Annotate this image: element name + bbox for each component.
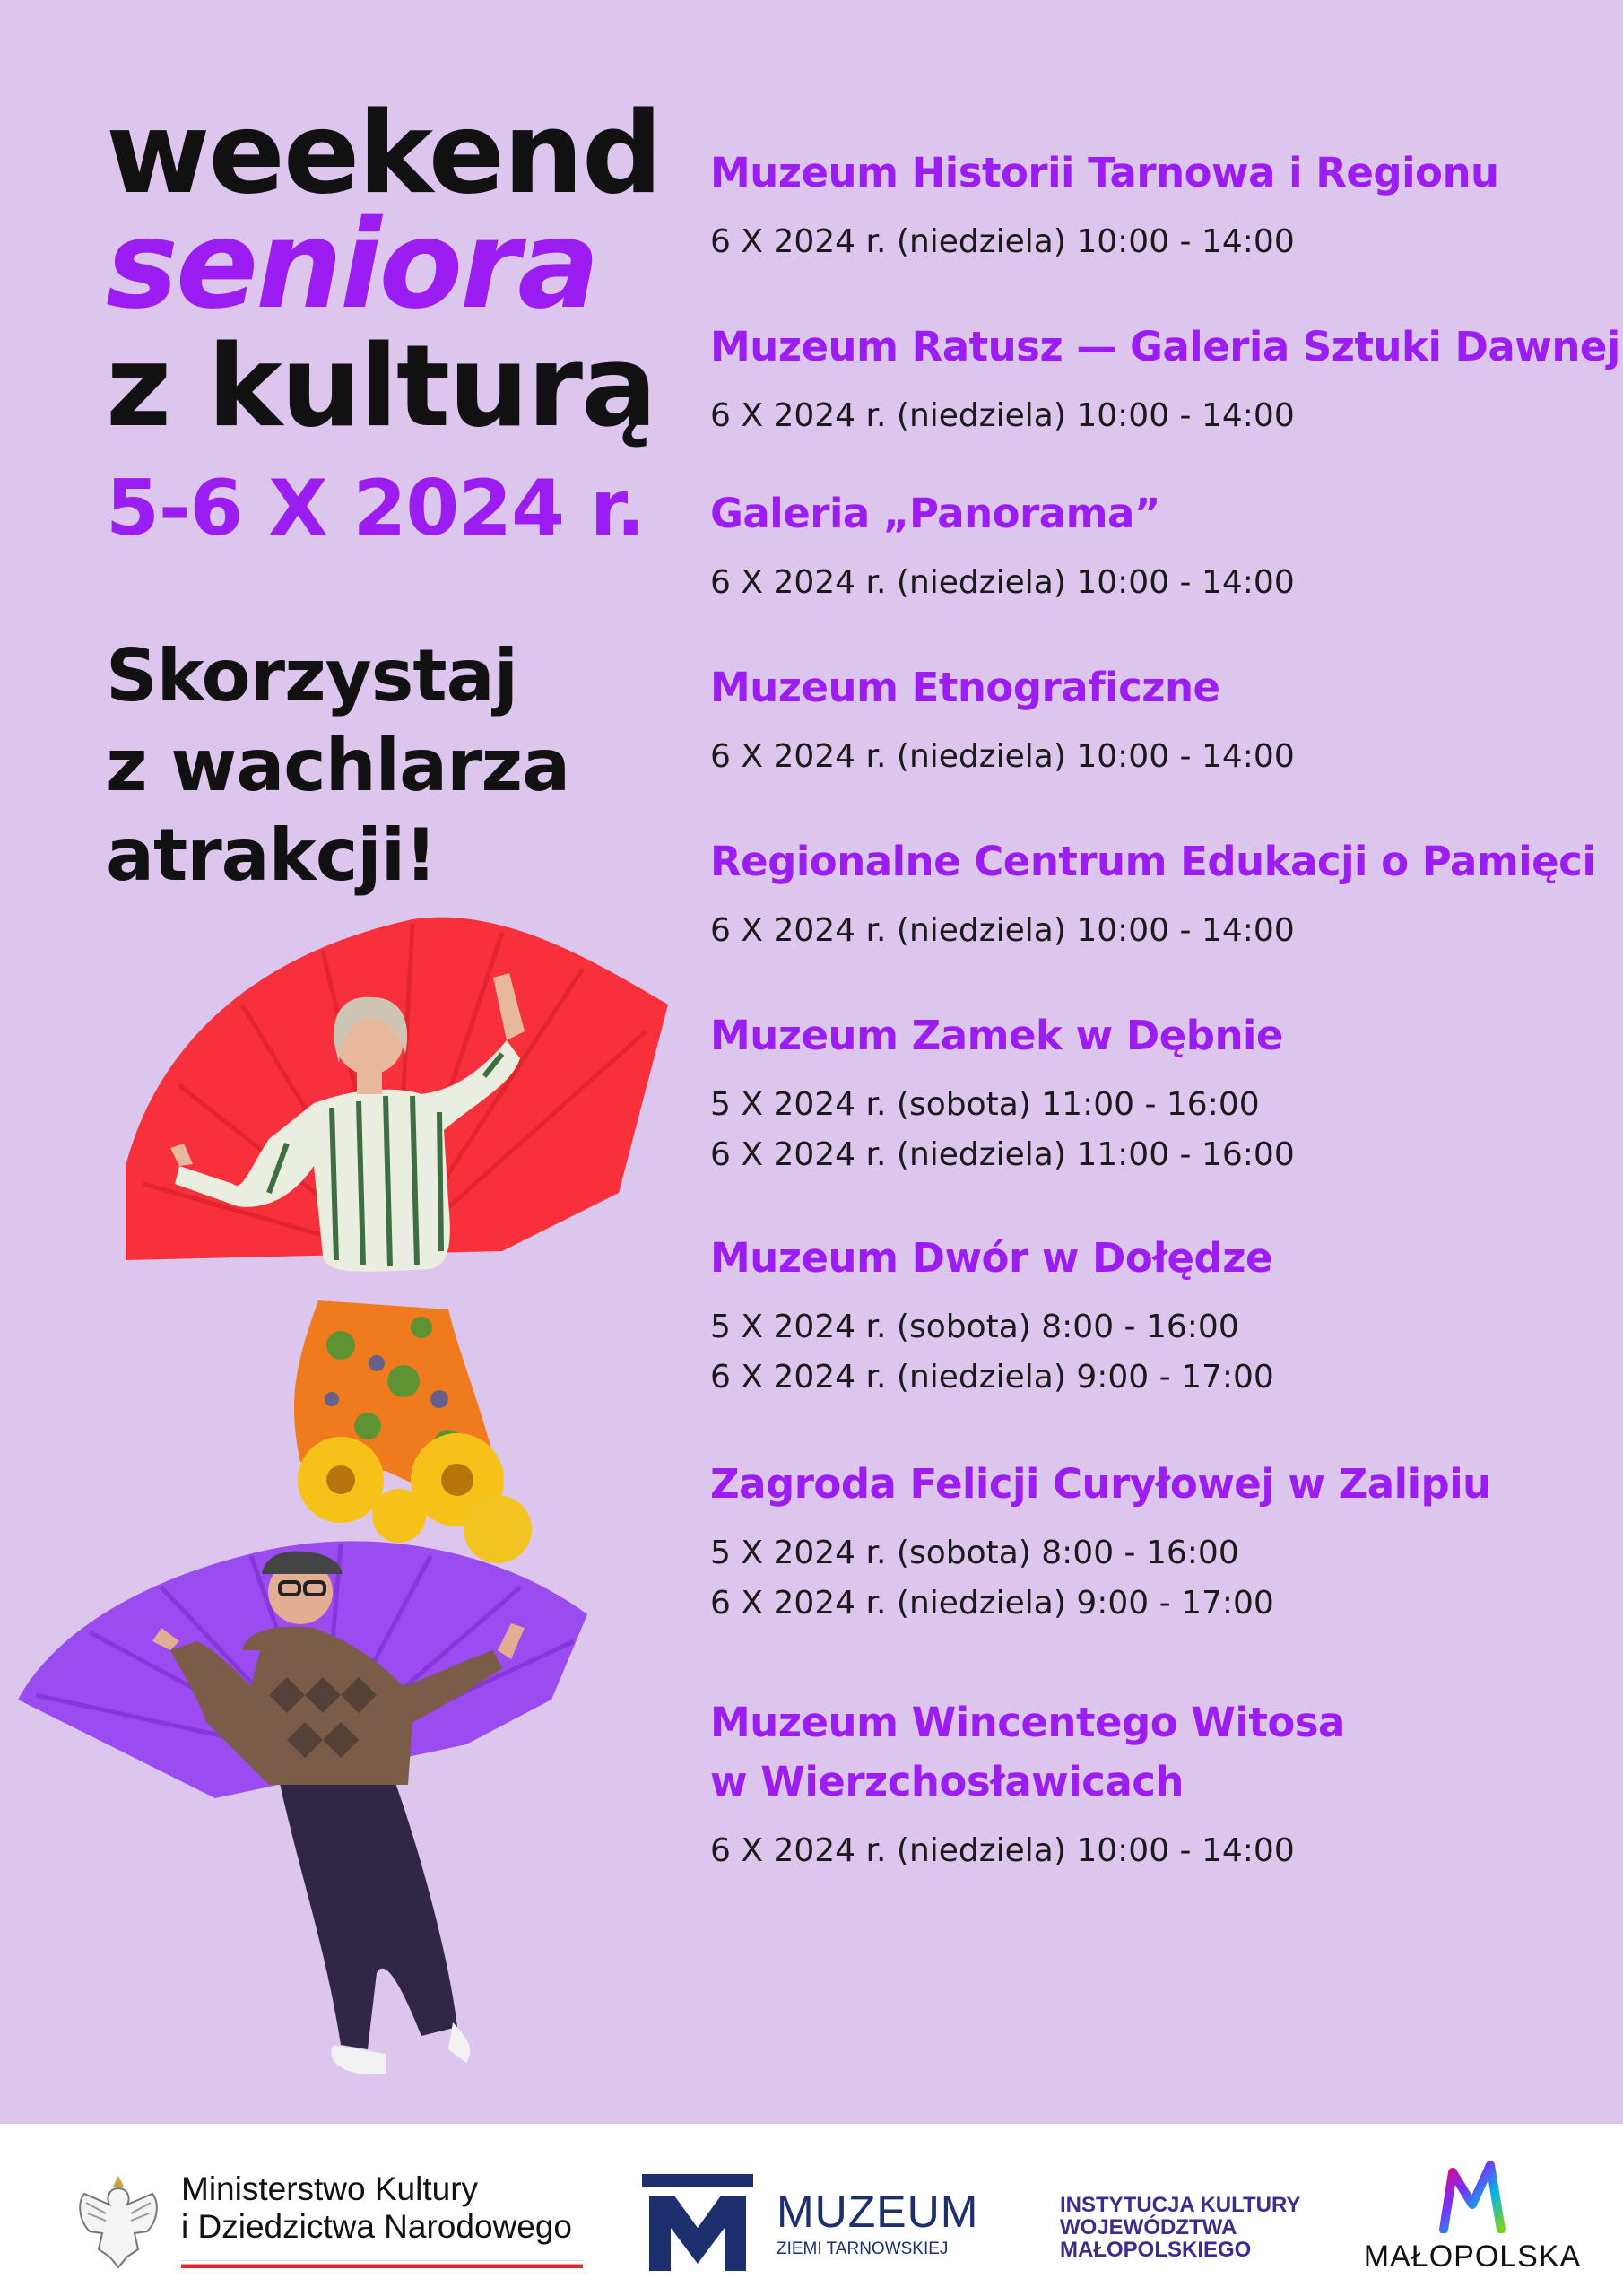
venue-hours <box>710 906 1607 956</box>
venue-hours <box>710 391 1607 441</box>
event-date: 5-6 X 2024 r. <box>106 464 645 553</box>
venue-name: Muzeum Etnograficzne <box>710 664 1220 711</box>
headline-seniora: seniora <box>106 195 597 336</box>
venue-item <box>710 658 1607 782</box>
venue-item <box>710 1455 1607 1629</box>
venue-item <box>710 144 1607 267</box>
flag-stripe <box>181 2260 583 2268</box>
headline-z-kultura: z kulturą <box>106 320 655 452</box>
headline-weekend: weekend <box>106 87 662 219</box>
venue-item <box>710 317 1620 441</box>
museum-title: MUZEUM <box>777 2187 979 2237</box>
malopolska-logo-text: MAŁOPOLSKA <box>1363 2239 1582 2274</box>
venue-name: Muzeum Zamek w Dębnie <box>710 1012 1283 1059</box>
ministry-name-line: Ministerstwo Kultury <box>181 2170 479 2207</box>
venue-name: Muzeum Ratusz — Galeria Sztuki Dawnej <box>710 323 1620 370</box>
venue-hours <box>710 217 1607 267</box>
opening-hours: 6 X 2024 r. (niedziela) 10:00 - 14:00 <box>710 912 1295 949</box>
venue-item <box>710 1693 1607 1876</box>
venue-hours <box>710 732 1607 782</box>
tagline-line: atrakcji! <box>106 813 437 897</box>
malopolska-logo-icon <box>1438 2160 1506 2233</box>
institution-logo-text <box>1060 2194 1300 2261</box>
opening-hours: 6 X 2024 r. (niedziela) 9:00 - 17:00 <box>710 1585 1274 1622</box>
opening-hours: 5 X 2024 r. (sobota) 11:00 - 16:00 <box>710 1086 1260 1123</box>
ministry-logo-text <box>181 2170 572 2246</box>
opening-hours: 5 X 2024 r. (sobota) 8:00 - 16:00 <box>710 1309 1239 1345</box>
tagline-line: z wachlarza <box>106 724 570 807</box>
museum-subtitle: ZIEMI TARNOWSKIEJ <box>777 2239 949 2258</box>
opening-hours: 6 X 2024 r. (niedziela) 10:00 - 14:00 <box>710 738 1295 775</box>
institution-line: WOJEWÓDZTWA <box>1060 2215 1237 2239</box>
event-headline <box>106 87 662 553</box>
opening-hours: 6 X 2024 r. (niedziela) 10:00 - 14:00 <box>710 1832 1295 1869</box>
opening-hours: 6 X 2024 r. (niedziela) 10:00 - 14:00 <box>710 223 1295 260</box>
venue-name: w Wierzchosławicach <box>710 1758 1184 1805</box>
venue-name: Muzeum Historii Tarnowa i Regionu <box>710 149 1499 196</box>
polish-eagle-icon <box>68 2167 169 2274</box>
venue-hours <box>710 1080 1607 1180</box>
venue-hours <box>710 558 1607 608</box>
ministry-name-line: i Dziedzictwa Narodowego <box>181 2208 572 2245</box>
opening-hours: 6 X 2024 r. (niedziela) 11:00 - 16:00 <box>710 1136 1295 1173</box>
tagline-line: Skorzystaj <box>106 634 518 718</box>
museum-logo-icon <box>642 2174 753 2271</box>
opening-hours: 6 X 2024 r. (niedziela) 10:00 - 14:00 <box>710 564 1295 601</box>
venue-hours <box>710 1302 1607 1403</box>
venue-hours <box>710 1528 1607 1629</box>
venue-name: Muzeum Wincentego Witosa <box>710 1699 1345 1746</box>
sponsor-footer <box>0 2124 1623 2296</box>
dancing-seniors-illustration <box>0 906 681 2108</box>
institution-line: MAŁOPOLSKIEGO <box>1060 2238 1252 2262</box>
venue-hours <box>710 1826 1607 1876</box>
venue-name: Muzeum Dwór w Dołędze <box>710 1234 1272 1282</box>
museum-logo-text <box>777 2188 978 2260</box>
venue-name: Galeria „Panorama” <box>710 490 1160 537</box>
opening-hours: 5 X 2024 r. (sobota) 8:00 - 16:00 <box>710 1535 1239 1571</box>
venue-item <box>710 832 1607 956</box>
venue-item <box>710 1229 1607 1403</box>
venue-name: Zagroda Felicji Curyłowej w Zalipiu <box>710 1460 1491 1508</box>
institution-line: INSTYTUCJA KULTURY <box>1060 2193 1301 2217</box>
tagline <box>106 631 644 900</box>
opening-hours: 6 X 2024 r. (niedziela) 10:00 - 14:00 <box>710 397 1295 434</box>
venue-item <box>710 484 1607 608</box>
venue-item <box>710 1006 1607 1180</box>
venue-name: Regionalne Centrum Edukacji o Pamięci <box>710 838 1596 885</box>
opening-hours: 6 X 2024 r. (niedziela) 9:00 - 17:00 <box>710 1359 1274 1396</box>
